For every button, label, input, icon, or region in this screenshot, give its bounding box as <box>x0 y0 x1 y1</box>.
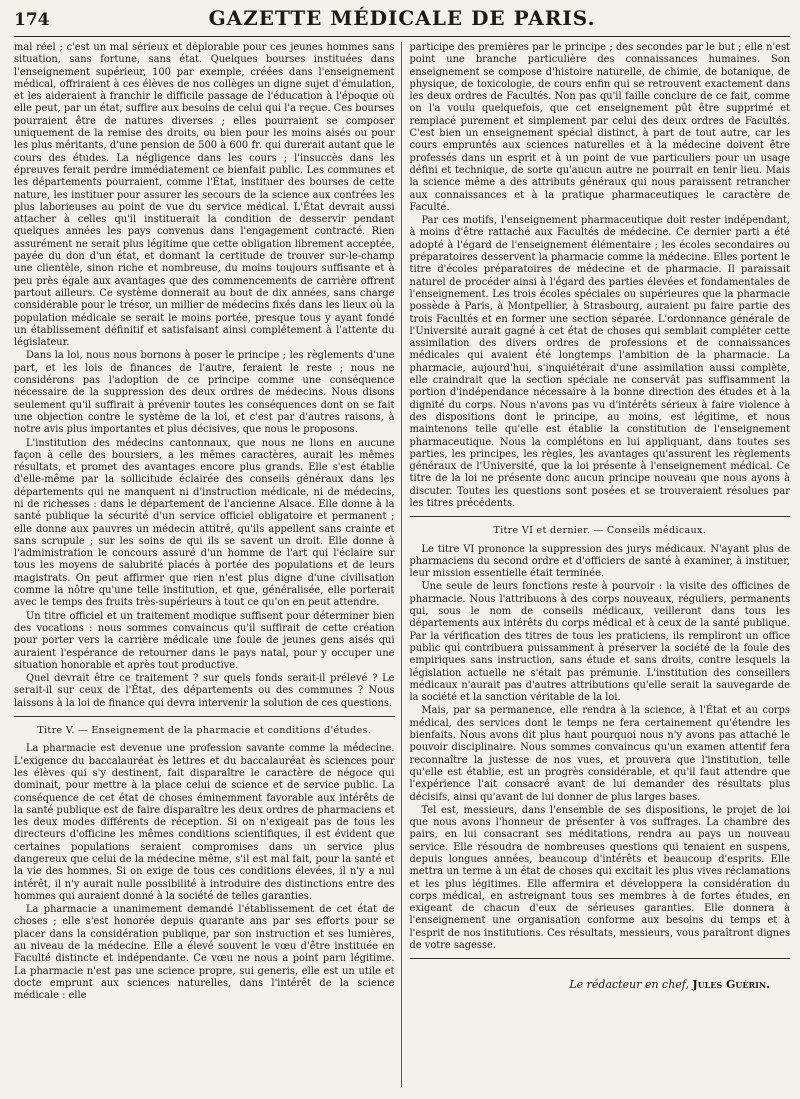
paragraph: Par ces motifs, l'enseignement pharmaceutique doit rester indépendant, à moins d'être rattaché aux Facultés de médecine. Ce dernier parti a été adopté à l'égard de l'enseignement élémentaire ; les écoles secondaires ou préparatoires desservent la pharmacie comme la médecine. Elles portent le titre d'écoles préparatoires de médecine et de pharmacie. Il paraissait naturel de procéder ainsi à l'égard des parties élevées et fondamentales de l'enseignement. Les trois écoles spéciales ou supérieures que la pharmacie possède à Paris, à Montpellier, à Strasbourg, auraient pu faire partie des trois Facultés et en former une section séparée. L'ordonnance générale de l'Université aurait gagné à cet état de choses qui semblait compléter cette assimilation des divers ordres de professions et de connaissances médicales qui avaient été longtemps l'ambition de la pharmacie. La pharmacie, aujourd'hui, s'inquiétérait d'une assimilation aussi complète, elle craindrait que la section spéciale ne conservât pas suffisamment la portion d'indépendance nécessaire à la bonne direction des études et à la dignité du corps. Nous n'avons pas vu d'intérêts sérieux à faire violence à des dispositions dont le principe, au moins, est légitime, et nous maintenons telle qu'elle est établie la constitution de l'enseignement pharmaceutique. Nous la complétons en lui appliquant, dans toutes ses parties, les principes, les règles, les avantages qu'assurent les règlements généraux de l'Université, que la loi présente à l'enseignement médical. Ce titre de la loi ne présente donc aucun principe nouveau que nous ayons à discuter. Toutes les questions sont posées et se trouveraient résolues par les titres précédents. <box>409 215 790 509</box>
divider <box>14 716 395 717</box>
section-title-titre-v: Titre V. — Enseignement de la pharmacie et conditions d'études. <box>37 725 372 737</box>
paragraph: La pharmacie a unanimement demandé l'établissement de cet état de choses ; elle s'est honorée depuis quarante ans par ses efforts pour se placer dans la considération publique, par son instruction et ses lumières, au niveau de la médecine. Elle a élevé souvent le vœu d'être instituée en Faculté distincte et indépendante. Ce vœu ne nous a point paru légitime. La pharmacie n'est pas une science propre, sui generis, elle est un utile et docte emprunt aux sciences naturelles, dans l'intérêt de la science médicale : elle <box>14 904 395 1002</box>
editor-signature <box>410 979 791 991</box>
divider <box>410 958 791 959</box>
masthead <box>14 6 790 37</box>
paragraph: Le titre VI prononce la suppression des jurys médicaux. N'ayant plus de pharmaciens du second ordre et d'officiers de santé à examiner, à instituer, leur mission essentielle était terminée. <box>409 543 790 580</box>
left-column <box>14 42 402 1087</box>
article-columns <box>14 42 790 1087</box>
signature-role: Le rédacteur en chef, <box>569 978 689 992</box>
section-title-titre-vi: Titre VI et dernier. — Conseils médicaux. <box>493 525 707 537</box>
paragraph: Quel devrait être ce traitement ? sur quels fonds serait-il prélevé ? Le serait-il sur ceux de l'État, des départements ou des communes ? Nous laissons à la loi de finance qui devra intervenir la solution de ces questions. <box>14 673 395 709</box>
paragraph: mal réel ; c'est un mal sérieux et déplorable pour ces jeunes hommes sans situation, sans fortune, sans état. Quelques bourses instituées dans l'enseignement supérieur, 100 par exemple, créées dans l'enseignement médical, offriraient à ces élèves de nos collèges un digne sujet d'émulation, et les aideraient à franchir le difficile passage de l'éducation à l'époque où elle peut, par un état, suffire aux besoins de celui qui l'a reçue. Ces bourses pourraient être de natures diverses ; elles pourraient se composer uniquement de la remise des droits, ou bien pour les moins aisés ou pour les plus méritants, d'une pension de 500 à 600 fr. qui durerait autant que le cours des études. La négligence dans les cours ; l'insuccès dans les épreuves ferait perdre immédiatement ce bienfait public. Les communes et les départements pourraient, comme l'État, instituer des bourses de cette nature, les instituer pour assurer les secours de la science aux contrées les plus laborieuses au point de vue du service médical. L'État devrait aussi attacher à celles qu'il instituerait la condition de desservir pendant quelques années les pays convenus dans l'engagement contracté. Rien assurément ne serait plus légitime que cette obligation librement acceptée, payée du don d'un état, et donnant la certitude de trouver sur-le-champ une clientèle, sinon riche et nombreuse, du moins toujours suffisante et à peu près égale aux avantages que des commencements de carrière offrent partout ailleurs. Ce système donnerait au bout de dix années, sans charge considérable pour le trésor, un millier de médecins fixés dans les lieux où la population médicale se serait le moins portée, presque tous y ayant fondé un établissement définitif et satisfaisant ainsi complétement à l'attente du législateur. <box>14 42 395 349</box>
journal-title: GAZETTE MÉDICALE DE PARIS. <box>208 6 596 30</box>
paragraph: Un titre officiel et un traitement modique suffisent pour déterminer bien des vocations : nous sommes convaincus qu'il suffirait de cette création pour porter vers la carrière médicale une foule de jeunes gens aisés qui auraient l'espérance de retourner dans le pays natal, pour y occuper une situation honorable et après tout productive. <box>14 610 395 671</box>
signature-name: Jules Guérin. <box>692 978 770 992</box>
paragraph: Une seule de leurs fonctions reste à pourvoir : la visite des officines de pharmacie. Nous l'attribuons à des corps nouveaux, réguliers, permanents qui, sous le nom de conseils médicaux, veilleront dans tous les départements aux intérêts du corps médical et à ceux de la santé publique. Par la vérification des titres de tous les praticiens, ils rempliront un office public qui contribuera puissamment à préserver la société de la foule des empiriques sans instruction, sans étude et sans droits, contre lesquels la législation actuelle ne s'était pas prémunie. L'institution des conseillers médicaux n'aurait pas d'autres attributions qu'elle serait la sauvegarde de la société et la sanction véritable de la loi. <box>409 581 790 704</box>
divider <box>410 516 791 517</box>
paragraph: Tel est, messieurs, dans l'ensemble de ses dispositions, le projet de loi que nous avons l'honneur de présenter à vos suffrages. La chambre des pairs, en lui consacrant ses méditations, rendra au pays un nouveau service. Elle résoudra de nombreuses questions qui tenaient en suspens, depuis longues années, beaucoup d'intérêts et beaucoup d'esprits. Elle mettra un terme à un état de choses qui excitait les plus vives réclamations et les plus légitimes. Elle affermira et développera la considération du corps médical, en astreignant tous ses membres à de fortes études, en exigeant de chacun d'eux de sérieuses garanties. Elle donnera à l'enseignement une organisation conforme aux besoins du temps et à l'esprit de nos institutions. Ces résultats, messieurs, vous paraîtront dignes de votre sagesse. <box>409 804 790 952</box>
right-column <box>402 42 791 1087</box>
paragraph: La pharmacie est devenue une profession savante comme la médecine. L'exigence du baccalauréat ès lettres et du baccalauréat ès sciences pour les élèves qui s'y destinent, fait disparaître le caractère de négoce qui dominait, pour mettre à la place celui de science et de service public. La conséquence de cet état de choses éminemment favorable aux intérêts de la santé publique est de faire disparaître les deux ordres de pharmaciens et les deux modes différents de réception. Si on n'exigeait pas de tous les directeurs d'officine les mêmes conditions scientifiques, il est évident que certaines populations seraient compromises dans un service plus dangereux que celui de la médecine même, s'il est mal fait, pour la santé et la vie des hommes. Si on exige de tous ces conditions élevées, il n'y a nul intérêt, il n'y aurait nulle possibilité à introduire des distinctions entre des hommes qui auraient donné à la société de telles garanties. <box>14 743 395 902</box>
paragraph: L'institution des médecins cantonnaux, que nous ne lions en aucune façon à celle des boursiers, a les mêmes caractères, aurait les mêmes résultats, et promet des avantages encore plus grands. Elle s'est établie d'elle-même par la sollicitude éclairée des conseils généraux dans les départements qui ne manquent ni d'instruction médicale, ni de médecins, ni de richesses : dans le département de l'ancienne Alsace. Elle donne à la santé publique la sécurité d'un service officiel obligatoire et permanent ; elle donne aux pauvres un médecin attitré, qu'ils appellent sans crainte et sans scrupule ; sur les soins de qui ils se savent un droit. Elle donne à l'administration le concours assuré d'un homme de l'art qui l'éclaire sur tous les moyens de salubrité placés à portée des populations et de leurs magistrats. On peut affirmer que rien n'est plus digne d'une civilisation comme la nôtre qu'une telle institution, et que, généralisée, elle porterait avec le temps des fruits très-supérieurs à tout ce qu'on en peut attendre. <box>14 437 395 609</box>
paragraph: Dans la loi, nous nous bornons à poser le principe ; les règlements d'une part, et les lois de finances de l'autre, feraient le reste ; nous ne considérons pas l'adoption de ce principe comme une conséquence nécessaire de la suppression des deux ordres de médecins. Nous disons seulement qu'il suffirait à prévenir toutes les conséquences dont on se fait une objection contre le système de la loi, et c'est par d'autres raisons, à notre avis plus importantes et plus décisives, que nous le proposons. <box>14 350 395 436</box>
paragraph: participe des premières par le principe ; des secondes par le but ; elle n'est point une branche particulière des connaissances humaines. Son enseignement se compose d'histoire naturelle, de chimie, de botanique, de physique, de toxicologie, de cours enfin qui se retrouvent exactement dans les deux ordres de Facultés. Non pas qu'il faille conclure de ce fait, comme on l'a voulu quelquefois, que cet enseignement pût être supprimé et remplacé purement et simplement par celui des deux ordres de Facultés. C'est bien un enseignement spécial distinct, à part de tout autre, car les cours empruntés aux sciences naturelles et à la médecine doivent être professés dans un esprit et à un point de vue particuliers pour un usage défini et technique, de sorte qu'aucun autre ne pourrait en tenir lieu. Mais la science même a des attributs généraux qui nous paraissent retrancher aux connaissances et à la pratique pharmaceutiques le caractère de Faculté. <box>409 42 790 213</box>
page-number: 174 <box>14 10 50 30</box>
paragraph: Mais, par sa permanence, elle rendra à la science, à l'État et au corps médical, des services dont le temps ne fera certainement qu'étendre les bienfaits. Nous avons dit plus haut pourquoi nous n'y avons pas attaché le pouvoir disciplinaire. Nous sommes convaincus qu'un examen attentif fera reconnaître la justesse de nos vues, et prouvera que l'institution, telle qu'elle est établie, est un progrès considérable, et qu'il faut attendre que l'expérience l'ait consacré avant de lui demander des résultats plus décisifs, ainsi qu'avant de lui donner de plus larges bases. <box>409 705 790 803</box>
